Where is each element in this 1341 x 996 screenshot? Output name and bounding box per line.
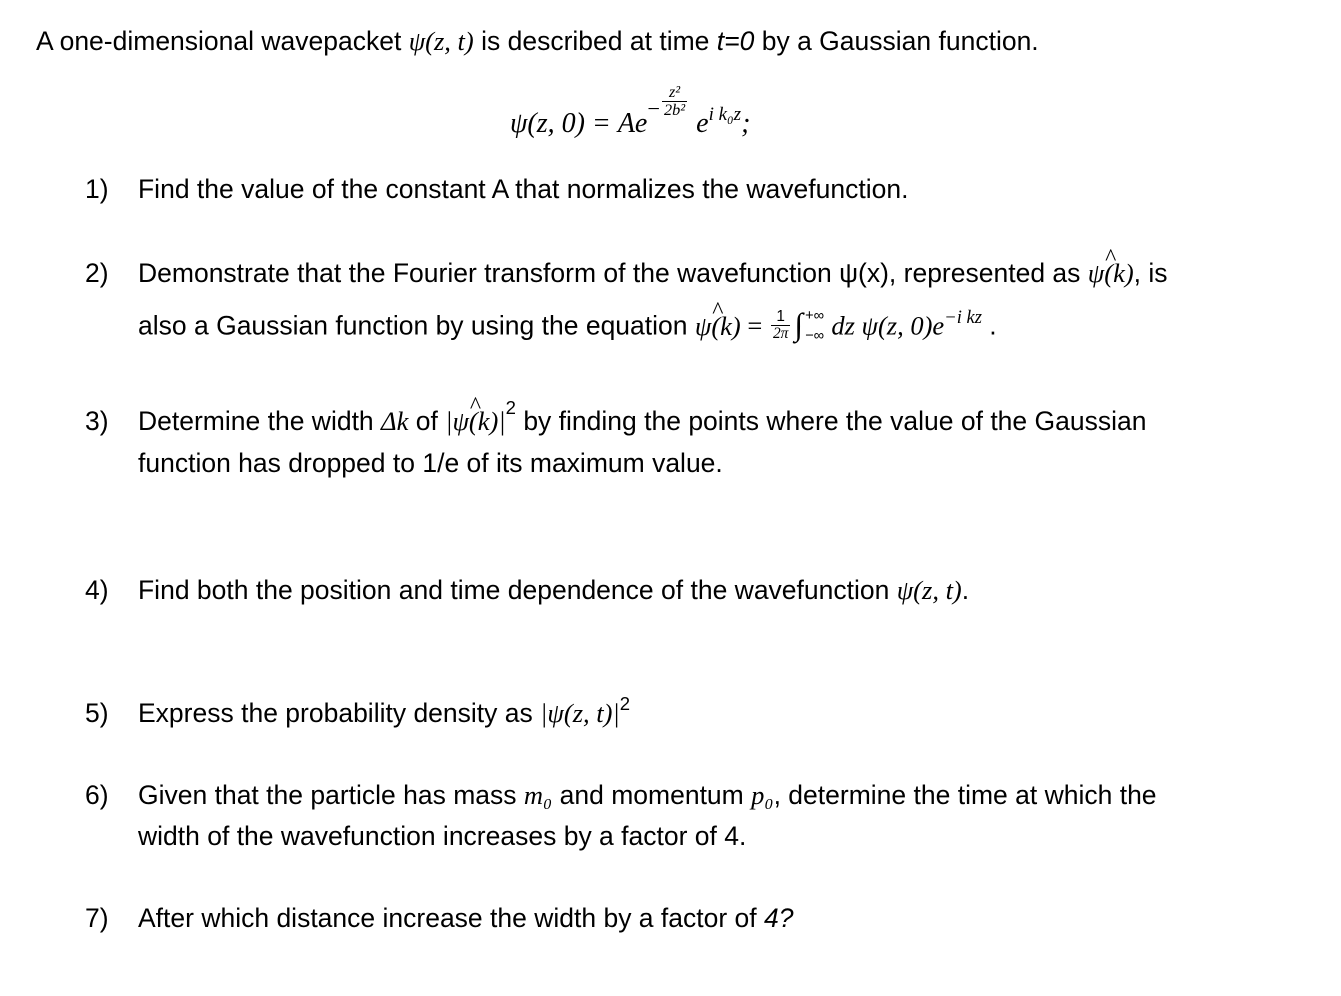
prefactor-denominator: 2π	[772, 325, 789, 343]
intro-psi-zt: ψ(z, t)	[408, 26, 474, 56]
integrand: dz ψ(z, 0)e	[831, 310, 945, 341]
item-3-line-1	[138, 397, 1147, 436]
integrand-exponent: −i kz	[944, 306, 982, 328]
psi-hat-k: ^ ψ(k)	[1088, 260, 1134, 287]
prefactor-numerator: 1	[771, 309, 790, 326]
item-4-end: .	[961, 575, 970, 605]
item-6-line-1-c: , determine the time at which the	[773, 780, 1157, 810]
probability-density-square: 2	[619, 693, 631, 714]
item-2-line-2-a: also a Gaussian function by using the equation	[138, 310, 695, 341]
item-6-line-1-b: and momentum	[552, 780, 752, 810]
item-4-psi-zt: ψ(z, t)	[896, 575, 962, 605]
integral-lower-limit: −∞	[805, 327, 824, 344]
main-equation-lhs: ψ(z, 0) = Ae	[510, 107, 648, 139]
item-number-6: 6)	[85, 780, 109, 810]
intro-line	[36, 28, 1039, 55]
item-2-line-1	[138, 260, 1168, 287]
intro-before: A one-dimensional wavepacket	[36, 26, 409, 56]
item-3-line-2: function has dropped to 1/e of its maximum value.	[138, 448, 723, 478]
item-7-text-a: After which distance increase the width by a factor of	[138, 903, 765, 933]
main-equation	[510, 83, 751, 143]
fourier-eq-equals: =	[740, 310, 769, 341]
item-2-line-2	[138, 308, 997, 347]
item-3-line-1-b: by finding the points where the value of the Gaussian	[515, 406, 1147, 436]
item-6-line-2: width of the wavefunction increases by a factor of 4.	[138, 821, 747, 851]
abs-psi-square: 2	[505, 397, 516, 418]
item-2-line-1-a: Demonstrate that the Fourier transform of the wavefunction ψ(x), represented as	[138, 258, 1088, 288]
exponent-fraction	[662, 84, 687, 119]
exponent-denominator: 2b²	[664, 101, 686, 120]
item-1-text: Find the value of the constant A that normalizes the wavefunction.	[138, 174, 909, 204]
second-exponential-base: e	[696, 107, 709, 139]
item-6-line-1	[138, 782, 1157, 809]
item-number-2: 2)	[85, 258, 109, 288]
abs-psi-hat: ^ |ψ(k)|	[445, 408, 505, 435]
integral-sign: ∫	[794, 306, 804, 342]
item-3-line-1-a: Determine the width	[138, 406, 382, 436]
item-6-line-1-a: Given that the particle has mass	[138, 780, 524, 810]
intro-middle: is described at time	[473, 26, 717, 56]
item-number-4: 4)	[85, 575, 109, 605]
item-number-1: 1)	[85, 174, 109, 204]
exponent-numerator: z²	[662, 84, 687, 102]
main-equation-tail: ;	[741, 107, 751, 139]
item-7-four: 4?	[764, 903, 794, 933]
item-3-of: of	[408, 406, 446, 436]
probability-density: |ψ(z, t)|	[540, 698, 620, 728]
item-2-line-2-end: .	[981, 310, 997, 341]
exponent-minus: −	[647, 95, 661, 121]
fourier-prefactor	[771, 309, 790, 342]
item-5-text-a: Express the probability density as	[138, 698, 541, 728]
item-2-line-1-b: , is	[1133, 258, 1168, 288]
integral-limits	[805, 307, 824, 346]
item-number-5: 5)	[85, 698, 109, 728]
intro-after: by a Gaussian function.	[754, 26, 1039, 56]
item-number-3: 3)	[85, 406, 109, 436]
fourier-eq-lhs: ^ ψ(k)	[695, 313, 741, 340]
item-4-text	[138, 577, 969, 604]
item-7-text	[138, 905, 794, 932]
mass-m0: m₀	[523, 780, 553, 810]
item-4-text-a: Find both the position and time dependence of the wavefunction	[138, 575, 897, 605]
integral-upper-limit: +∞	[805, 308, 824, 324]
item-5-text	[138, 693, 631, 728]
item-number-7: 7)	[85, 903, 109, 933]
second-exponent: i k₀z	[708, 103, 742, 125]
momentum-p0: p₀	[751, 780, 774, 810]
delta-k: Δk	[381, 406, 409, 436]
intro-t0: t=0	[716, 26, 755, 56]
